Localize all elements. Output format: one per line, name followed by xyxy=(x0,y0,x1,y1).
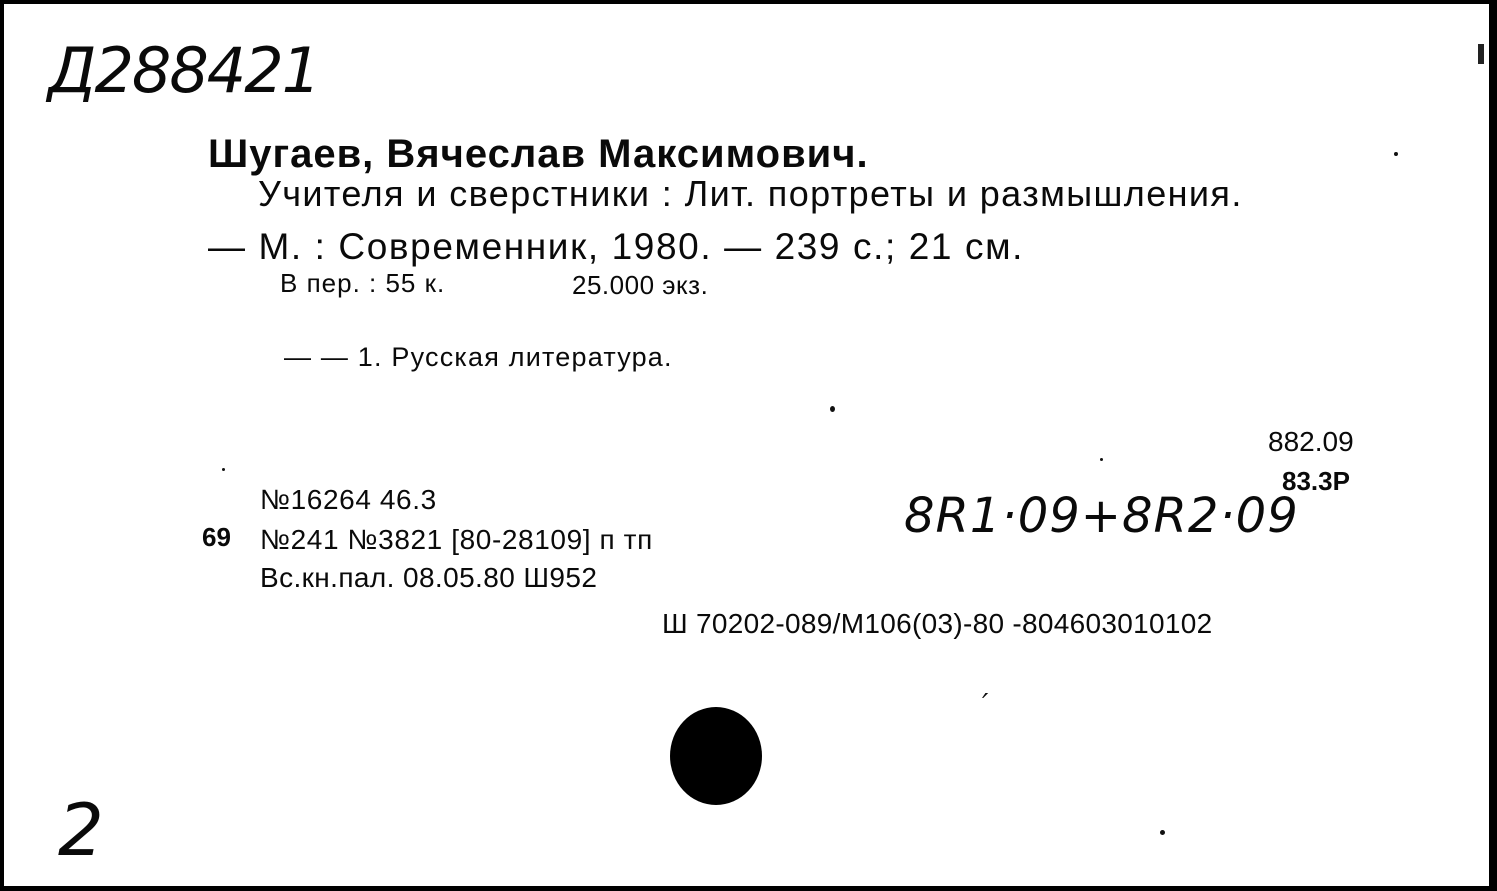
speck xyxy=(1394,152,1398,156)
publisher-code-line: Ш 70202-089/М106(03)-80 -804603010102 xyxy=(662,608,1213,639)
author-heading: Шугаев, Вячеслав Максимович. xyxy=(208,132,869,176)
speck xyxy=(1100,458,1103,461)
print-run: 25.000 экз. xyxy=(572,270,709,300)
speck xyxy=(830,406,835,412)
right-edge-strip xyxy=(1478,44,1484,64)
speck xyxy=(222,468,225,471)
handwritten-corner-mark: 2 xyxy=(58,788,104,872)
classification-bbk: 83.3Р xyxy=(1282,466,1350,496)
accession-line-2: №241 №3821 [80-28109] п тп xyxy=(260,524,653,555)
card-paper xyxy=(4,4,1489,886)
handwritten-call-number: Д288421 xyxy=(48,34,320,107)
accession-prefix: 69 xyxy=(202,522,231,552)
handwritten-tag-code: 8R1·09+8R2·09 xyxy=(904,488,1299,544)
imprint-line: — М. : Современник, 1980. — 239 с.; 21 см. xyxy=(208,226,1024,267)
classification-udc: 882.09 xyxy=(1268,426,1354,457)
handwritten-tick-mark: ′ xyxy=(982,687,989,720)
subject-line: — — 1. Русская литература. xyxy=(284,342,673,372)
accession-line-3: Вс.кн.пал. 08.05.80 Ш952 xyxy=(260,562,598,593)
accession-line-1: №16264 46.3 xyxy=(260,484,437,515)
speck xyxy=(1160,830,1165,835)
title-line: Учителя и сверстники : Лит. портреты и размышления. xyxy=(258,173,1243,214)
price-line: В пер. : 55 к. xyxy=(280,268,446,298)
punch-hole xyxy=(670,707,762,805)
